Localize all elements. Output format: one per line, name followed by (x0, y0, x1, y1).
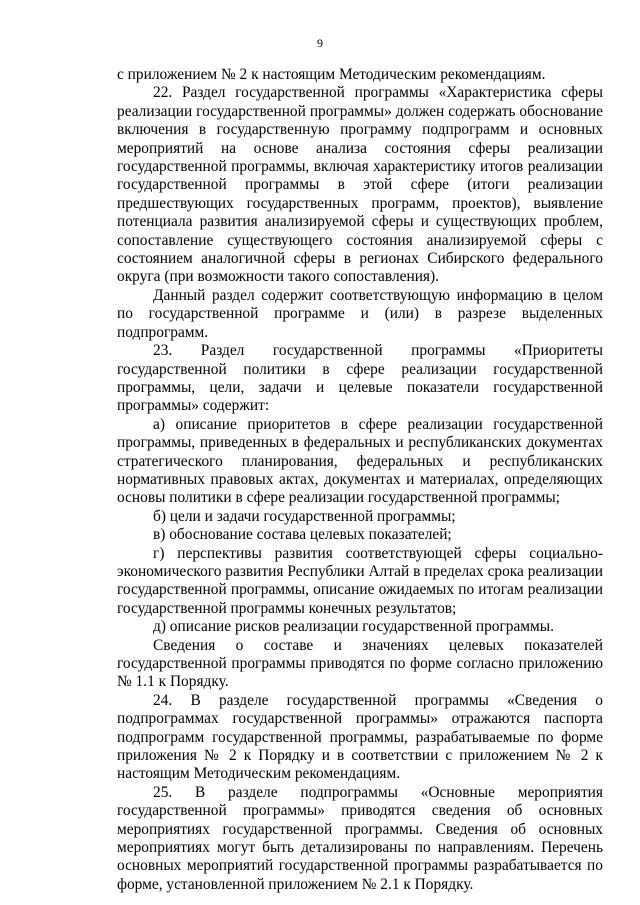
paragraph-22-note: Данный раздел содержит соответствующую информацию в целом по государственной программе и (или) в разрезе выделенных подпрограмм. (117, 286, 603, 341)
paragraph-23-d: д) описание рисков реализации государственной программы. (153, 618, 554, 636)
paragraph-23: 23. Раздел государственной программы «Приоритеты государственной политики в сфере реализации государственной программы, цели, задачи и целевые показатели государственной программы» содержит: (117, 342, 603, 415)
page-number: 9 (317, 36, 323, 50)
paragraph-23-a: а) описание приоритетов в сфере реализации государственной программы, приведенных в федеральных и республиканских документах стратегического планирования, федеральных и республиканских нормативных правовых актах, документах и материалах, определяющих основы политики в сфере реализации государственной программы; (117, 415, 603, 507)
paragraph-23-v: в) обоснование состава целевых показателей; (153, 526, 452, 544)
paragraph-25: 25. В разделе подпрограммы «Основные мероприятия государственной программы» приводятся сведения об основных мероприятиях государственной программы. Сведения об основных мероприятиях могут быть детализированы по направлениям. Перечень основных мероприятий государственной программы разрабатывается по форме, установленной приложением № 2.1 к Порядку. (117, 783, 603, 893)
paragraph-24: 24. В разделе государственной программы «Сведения о подпрограммах государственной программы» отражаются паспорта подпрограмм государственной программы, разрабатываемые по форме приложения № 2 к Порядку и в соответствии с приложением № 2 к настоящим Методическим рекомендациям. (117, 691, 603, 783)
paragraph-23-b: б) цели и задачи государственной программы; (153, 507, 456, 525)
document-body (117, 66, 603, 894)
paragraph-23-g: г) перспективы развития соответствующей сферы социально-экономического развития Республики Алтай в пределах срока реализации государственной программы, описание ожидаемых по итогам реализации государственной программы конечных результатов; (117, 544, 603, 617)
paragraph-23-indicators: Сведения о составе и значениях целевых показателей государственной программы приводятся по форме согласно приложению № 1.1 к Порядку. (117, 636, 603, 691)
paragraph-22: 22. Раздел государственной программы «Характеристика сферы реализации государственной программы» должен содержать обоснование включения в государственную программу подпрограмм и основных мероприятий на основе анализа состояния сферы реализации государственной программы, включая характеристику итогов реализации государственной программы в этой сфере (итоги реализации предшествующих государственных программ, проектов), выявление потенциала развития анализируемой сферы и существующих проблем, сопоставление существующего состояния анализируемой сферы с состоянием аналогичной сферы в регионах Сибирского федерального округа (при возможности такого сопоставления). (117, 84, 603, 286)
paragraph-continuation: с приложением № 2 к настоящим Методическим рекомендациям. (117, 66, 546, 83)
